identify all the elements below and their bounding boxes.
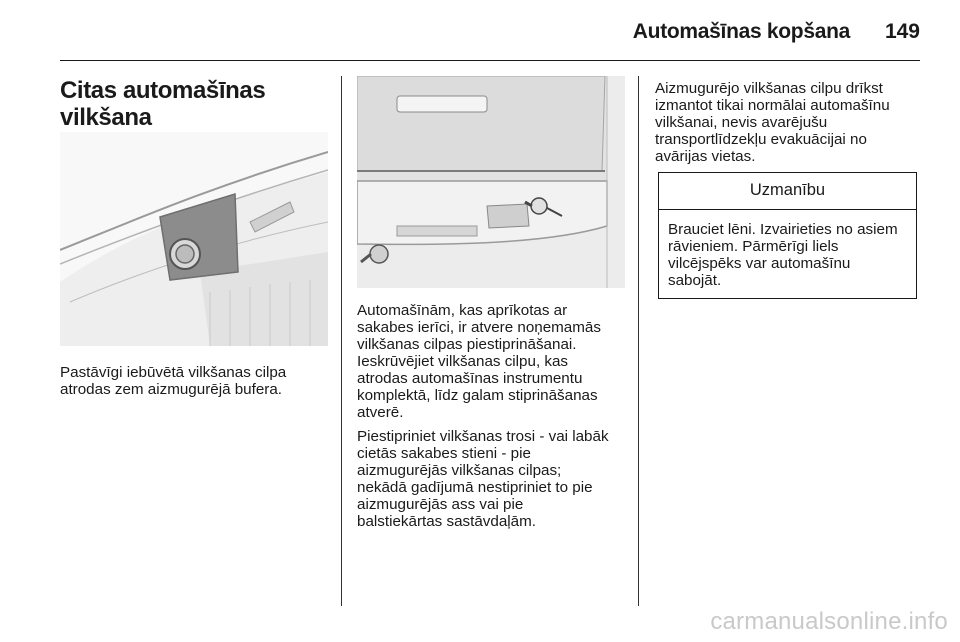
rear-towing-eye-illustration xyxy=(357,76,625,288)
body-paragraph-removable-eye: Automašīnām, kas aprīkotas ar sakabes ierīci, ir atvere noņemamās vilkšanas cilpas piestiprināšanai. Ieskrūvējiet vilkšanas cilpu, kas atrodas automašīnas instrumentu komplektā, līdz galam stiprināšanas atverē. xyxy=(357,302,601,421)
page-number: 149 xyxy=(884,20,920,43)
caution-text: Brauciet lēni. Izvairieties no asiem rāvieniem. Pārmērīgi liels vilcējspēks var automašīnu sabojāt. xyxy=(668,221,898,289)
header-title: Automašīnas kopšana xyxy=(632,20,850,43)
body-paragraph-usage: Aizmugurējo vilkšanas cilpu drīkst izmantot tikai normālai automašīnu vilkšanai, nevis avarējušu transportlīdzekļu evakuācijai no avārijas vietas. xyxy=(655,80,890,165)
towing-eye-illustration xyxy=(60,132,328,346)
column-divider-right xyxy=(638,76,639,606)
column-divider-left xyxy=(341,76,342,606)
caution-box xyxy=(658,172,917,299)
body-paragraph: Pastāvīgi iebūvētā vilkšanas cilpa atrodas zem aizmugurējā bufera. xyxy=(60,364,287,398)
watermark: carmanualsonline.info xyxy=(710,608,948,635)
body-paragraph-tow-rope: Piestipriniet vilkšanas trosi - vai labāk cietās sakabes stieni - pie aizmugurējās vilkšanas cilpas; nekādā gadījumā nestipriniet to pie aizmugurējās ass vai pie balstiekārtas sastāvdaļām. xyxy=(357,428,609,530)
caution-heading: Uzmanību xyxy=(659,173,916,210)
header-rule xyxy=(60,60,920,61)
section-title: Citas automašīnas vilkšana xyxy=(60,77,266,131)
